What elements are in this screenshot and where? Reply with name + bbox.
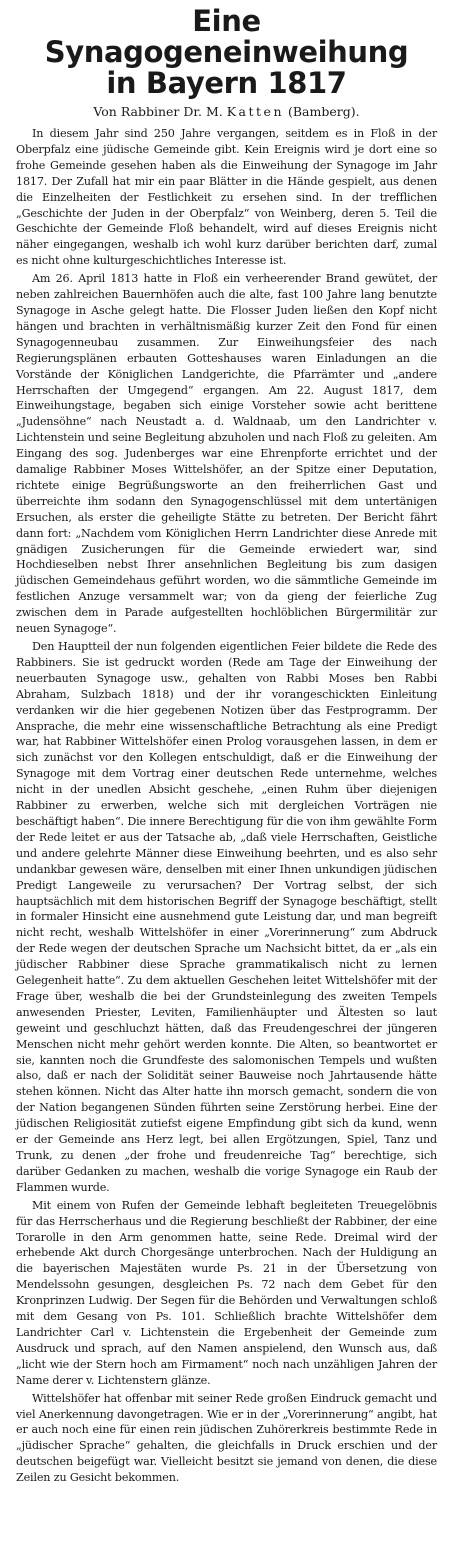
paragraph-4: Mit einem von Rufen der Gemeinde lebhaft begleiteten Treuegelöbnis für das Herrscherhaus und die Regierung beschließt der Rabbiner, der eine Torarolle in den Arm genommen hatte, seine Rede. Dreimal wird der erhebende Akt durch Chorgesänge unterbrochen. Nach der Huldigung an die bayerischen Majestäten wurde Ps. 21 in der Übersetzung von Mendelssohn gesungen, desgleichen Ps. 72 nach dem Gebet für den Kronprinzen Ludwig. Der Segen für die Behörden und Verwaltungen schloß mit dem Gesang von Ps. 101. Schließlich brachte Wittelshöfer dem Landrichter Carl v. Lichtenstein die Ergebenheit der Gemeinde zum Ausdruck und sprach, auf den Namen anspielend, den Wunsch aus, daß „licht wie der Stern hoch am Firmament“ noch nach unzähligen Jahren der Name derer v. Lichtenstern glänze. (16, 1198, 437, 1387)
paragraph-2: Am 26. April 1813 hatte in Floß ein verheerender Brand gewütet, der neben zahlreichen Bauernhöfen auch die alte, fast 100 Jahre lang benutzte Synagoge in Asche gelegt hatte. Die Flosser Juden ließen den Kopf nicht hängen und brachten in verhältnismäßig kurzer Zeit den Fond für einen Synagogenneubau zusammen. Zur Einweihungsfeier des nach Regierungsplänen erbauten Gotteshauses waren Einladungen an die Vorstände der Königlichen Landgerichte, die Pfarrämter und „andere Herrschaften der Umgegend“ ergangen. Am 22. August 1817, dem Einweihungstage, begaben sich einige Vorsteher sowie acht berittene „Judensöhne“ nach Neustadt a. d. Waldnaab, um den Landrichter v. Lichtenstein und seine Begleitung abzuholen und nach Floß zu geleiten. Am Eingang des sog. Judenberges war eine Ehrenpforte errichtet und der damalige Rabbiner Moses Wittelshöfer, an der Spitze einer Deputation, richtete einige Begrüßungsworte an den freiherrlichen Gast und überreichte ihm sodann den Synagogenschlüssel mit dem untertänigen Ersuchen, als erster die geheiligte Stätte zu betreten. Der Bericht fährt dann fort: „Nachdem vom Königlichen Herrn Landrichter diese Anrede mit gnädigen Zusicherungen für die Gemeinde erwiedert war, sind Hochdieselben nebst Ihrer ansehnlichen Begleitung bis zum dasigen jüdischen Gemeindehaus geführt worden, wo die sämmtliche Gemeinde im festlichen Anzuge versammelt war; von da gieng der feierliche Zug zwischen dem in Parade aufgestellten hochlöblichen Bürgermilitär zur neuen Synagoge“. (16, 272, 437, 636)
article-body (16, 126, 437, 1486)
byline-suffix: (Bamberg). (287, 104, 360, 119)
paragraph-1: In diesem Jahr sind 250 Jahre vergangen, seitdem es in Floß in der Oberpfalz eine jüdische Gemeinde gibt. Kein Ereignis wird je dort eine so frohe Gemeinde gesehen haben als die Einweihung der Synagoge im Jahr 1817. Der Zufall hat mir ein paar Blätter in die Hände gespielt, aus denen die Einzelheiten der Festlichkeit zu ersehen sind. In der trefflichen „Geschichte der Juden in der Oberpfalz“ von Weinberg, deren 5. Teil die Geschichte der Gemeinde Floß behandelt, wird auf dieses Ereignis nicht näher eingegangen, weshalb ich wohl kurz darüber berichten darf, zumal es nicht ohne kulturgeschichtliches Interesse ist. (16, 127, 437, 268)
byline-author-name: Katten (226, 104, 284, 119)
article-title (16, 6, 437, 99)
paragraph-5: Wittelshöfer hat offenbar mit seiner Rede großen Eindruck gemacht und viel Anerkennung davongetragen. Wie er in der „Vorerinnerung“ angibt, hat er auch noch eine für einen rein jüdischen Zuhörerkreis bestimmte Rede in „jüdischer Sprache“ gehalten, die gleichfalls in Druck erschien und der deutschen beigefügt war. Vielleicht besitzt sie jemand von denen, die diese Zeilen zu Gesicht bekommen. (16, 1391, 437, 1485)
byline-prefix: Von Rabbiner Dr. M. (93, 104, 223, 119)
paragraph-3: Den Hauptteil der nun folgenden eigentlichen Feier bildete die Rede des Rabbiners. Sie ist gedruckt worden (Rede am Tage der Einweihung der neuerbauten Synagoge usw., gehalten von Rabbi Moses ben Rabbi Abraham, Sulzbach 1818) und der ihr vorangeschickten Einleitung verdanken wir die hier gegebenen Notizen über das Festprogramm. Der Ansprache, die mehr eine wissenschaftliche Betrachtung als eine Predigt war, hat Rabbiner Wittelshöfer einen Prolog vorausgehen lassen, in dem er sich zunächst vor den Kollegen entschuldigt, daß er die Einweihung der Synagoge mit dem Vortrag einer deutschen Rede unternehme, welches nicht in der unedlen Absicht geschehe, „einen Ruhm über diejenigen Rabbiner zu erwerben, welche sich mit dergleichen Vorträgen nie beschäftigt haben“. Die innere Berechtigung für die von ihm gewählte Form der Rede leitet er aus der Tatsache ab, „daß viele Herrschaften, Geistliche und andere gelehrte Männer diese Einweihung beehrten, und es also sehr undankbar gewesen wäre, denselben mit einer Ihnen unkundigen jüdischen Predigt Langeweile zu verursachen? Der Vortrag selbst, der sich hauptsächlich mit dem historischen Begriff der Synagoge beschäftigt, stellt in formaler Hinsicht eine ausnehmend gute Leistung dar, und man begreift nicht recht, weshalb Wittelshöfer in einer „Vorerinnerung“ zum Abdruck der Rede wegen der deutschen Sprache um Nachsicht bittet, da er „als ein jüdischer Rabbiner diese Sprache grammatikalisch nicht zu lernen Gelegenheit hatte“. Zu dem aktuellen Geschehen leitet Wittelshöfer mit der Frage über, weshalb die bei der Grundsteinlegung des zweiten Tempels anwesenden Priester, Leviten, Familienhäupter und Ältesten so laut geweint und geschluchzt hätten, daß das Freudengeschrei der jüngeren Menschen nicht mehr gehört werden konnte. Die Alten, so beantwortet er sie, kannten noch die Grundfeste des salomonischen Tempels und wußten also, daß er nach der Solidität seiner Bauweise noch Jahrtausende hätte stehen können. Nicht das Alter hatte ihn morsch gemacht, sondern die von der Nation begangenen Sünden führten seine Zerstörung herbei. Eine der jüdischen Religiosität zutiefst eigene Empfindung gibt sich da kund, wenn er der Gemeinde ans Herz legt, bei allen Ergötzungen, Spiel, Tanz und Trunk, zu denen „der frohe und freudenreiche Tag“ berechtige, sich darüber Gedanken zu machen, weshalb die vorige Synagoge ein Raub der Flammen wurde. (16, 640, 437, 1194)
title-line-1: Eine Synagogeneinweihung (44, 4, 409, 69)
article-byline (16, 103, 437, 120)
title-line-2: in Bayern 1817 (106, 66, 347, 100)
